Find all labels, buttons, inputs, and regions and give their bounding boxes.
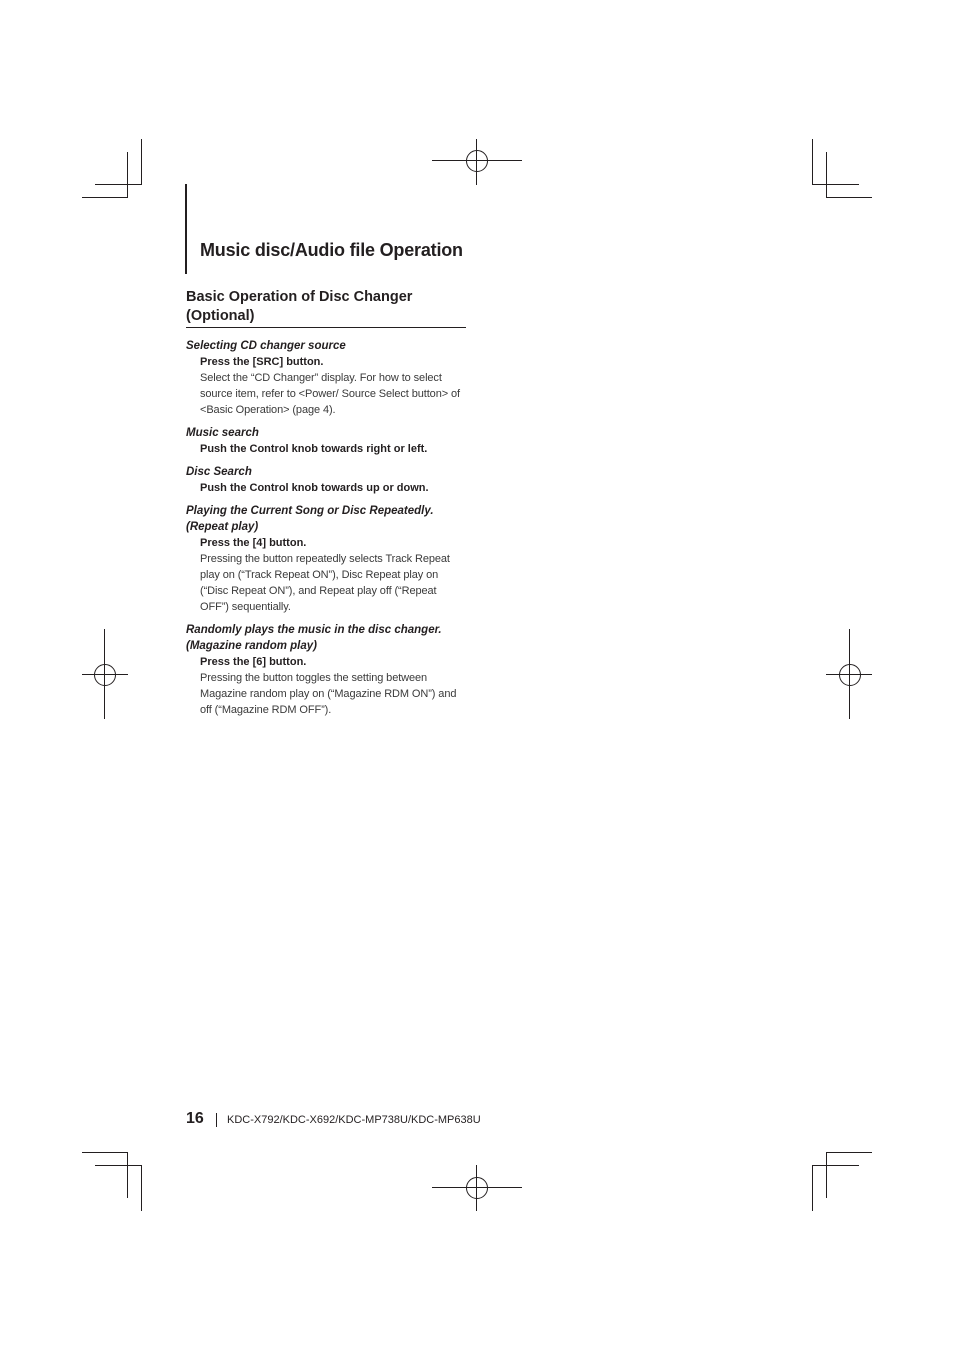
crop-mark	[127, 152, 128, 198]
instruction-item	[186, 622, 468, 718]
crop-mark	[812, 184, 859, 185]
crop-mark	[826, 1152, 827, 1198]
crop-mark	[82, 197, 128, 198]
page-number: 16	[186, 1110, 204, 1127]
model-numbers: KDC-X792/KDC-X692/KDC-MP738U/KDC-MP638U	[227, 1114, 481, 1126]
crop-mark	[141, 1165, 142, 1211]
page-title: Music disc/Audio file Operation	[200, 240, 463, 260]
crop-mark	[95, 184, 142, 185]
instruction-item	[186, 464, 468, 496]
section-heading: Basic Operation of Disc Changer (Optional)	[186, 288, 466, 328]
crop-mark	[141, 139, 142, 185]
item-heading: Selecting CD changer source	[186, 340, 346, 352]
title-bar	[185, 184, 187, 274]
crop-mark	[812, 139, 813, 185]
item-heading: Music search	[186, 427, 259, 439]
instruction-item	[186, 503, 468, 615]
crop-mark	[95, 1165, 142, 1166]
item-step: Press the [6] button.	[200, 656, 307, 668]
item-step: Push the Control knob towards right or left.	[200, 443, 428, 455]
item-heading: Disc Search	[186, 466, 252, 478]
registration-mark	[94, 664, 116, 686]
crop-mark	[127, 1152, 128, 1198]
crop-mark	[826, 1152, 872, 1153]
instruction-item	[186, 338, 468, 418]
registration-mark	[466, 1177, 488, 1199]
item-heading: Randomly plays the music in the disc changer. (Magazine random play)	[186, 624, 442, 652]
crop-mark	[812, 1165, 859, 1166]
item-step: Press the [4] button.	[200, 537, 307, 549]
instruction-list	[186, 338, 468, 725]
item-description: Select the “CD Changer” display. For how to select source item, refer to <Power/ Source Select button> of <Basic Operation> (page 4).	[200, 372, 460, 416]
item-step: Push the Control knob towards up or down.	[200, 482, 429, 494]
crop-mark	[826, 197, 872, 198]
crop-mark	[82, 1152, 128, 1153]
item-step: Press the [SRC] button.	[200, 356, 324, 368]
registration-mark	[839, 664, 861, 686]
instruction-item	[186, 425, 468, 457]
footer-divider	[216, 1113, 217, 1127]
registration-mark	[466, 150, 488, 172]
crop-mark	[812, 1165, 813, 1211]
item-description: Pressing the button toggles the setting between Magazine random play on (“Magazine RDM ON”) and off (“Magazine RDM OFF”).	[200, 672, 457, 716]
item-description: Pressing the button repeatedly selects Track Repeat play on (“Track Repeat ON”), Disc Repeat play on (“Disc Repeat ON”), and Repeat play off (“Repeat OFF”) sequentially.	[200, 553, 450, 613]
item-heading: Playing the Current Song or Disc Repeatedly. (Repeat play)	[186, 505, 434, 533]
crop-mark	[826, 152, 827, 198]
